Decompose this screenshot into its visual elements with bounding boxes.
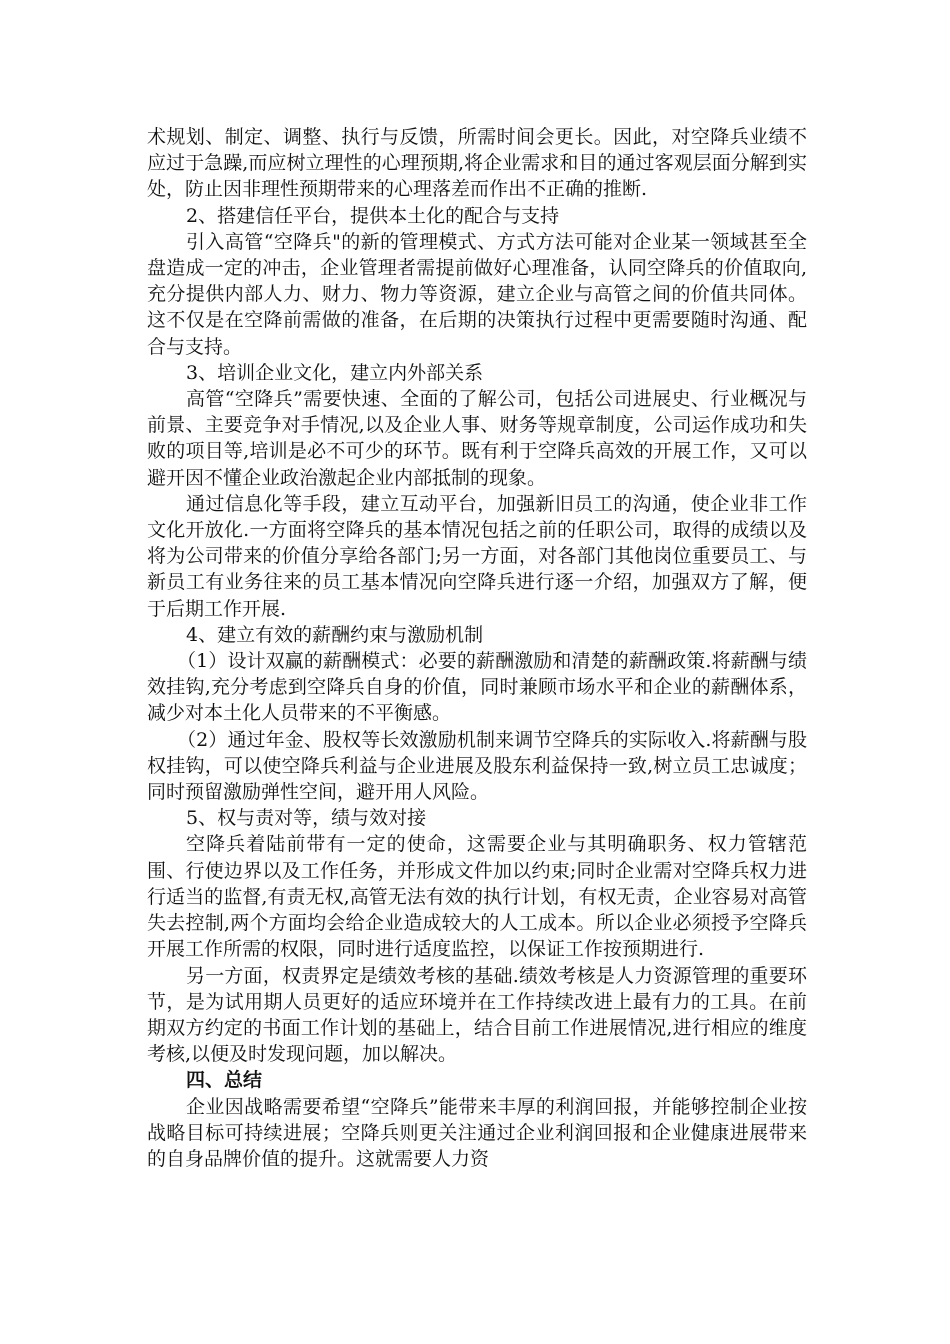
section-heading-summary: 四、总结 [186, 1069, 263, 1092]
paragraph-compensation-model: （1）设计双赢的薪酬模式：必要的薪酬激励和清楚的薪酬政策.将薪酬与绩效挂钩,充分考虑到空降兵自身的价值，同时兼顾市场水平和企业的薪酬体系，减少对本土化人员带来的不平衡感。 [147, 650, 807, 725]
document-body [147, 124, 807, 1172]
subheading-trust-platform: 2、搭建信任平台，提供本土化的配合与支持 [186, 204, 560, 227]
subheading-rights-responsibility: 5、权与责对等，绩与效对接 [186, 807, 427, 830]
subheading-compensation: 4、建立有效的薪酬约束与激励机制 [186, 623, 484, 646]
paragraph-trust-platform: 引入高管“空降兵"的新的管理模式、方式方法可能对企业某一领域甚至全盘造成一定的冲击，企业管理者需提前做好心理准备，认同空降兵的价值取向,充分提供内部人力、财力、物力等资源，建立企业与高管之间的价值共同体。这不仅是在空降前需做的准备，在后期的决策执行过程中更需要随时沟通、配合与支持。 [147, 230, 807, 358]
paragraph-rights-responsibility: 空降兵着陆前带有一定的使命，这需要企业与其明确职务、权力管辖范围、行使边界以及工作任务，并形成文件加以约束;同时企业需对空降兵权力进行适当的监督,有责无权,高管无法有效的执行计划，有权无责，企业容易对高管失去控制,两个方面均会给企业造成较大的人工成本。所以企业必须授予空降兵开展工作所需的权限，同时进行适度监控，以保证工作按预期进行. [147, 833, 807, 961]
paragraph-continuation: 术规划、制定、调整、执行与反馈，所需时间会更长。因此，对空降兵业绩不应过于急躁,而应树立理性的心理预期,将企业需求和目的通过客观层面分解到实处，防止因非理性预期带来的心理落差而作出不正确的推断. [147, 126, 807, 201]
paragraph-interactive-platform: 通过信息化等手段，建立互动平台，加强新旧员工的沟通，使企业非工作文化开放化.一方面将空降兵的基本情况包括之前的任职公司，取得的成绩以及将为公司带来的价值分享给各部门;另一方面，对各部门其他岗位重要员工、与新员工有业务往来的员工基本情况向空降兵进行逐一介绍，加强双方了解，便于后期工作开展. [147, 492, 807, 620]
paragraph-long-term-incentive: （2）通过年金、股权等长效激励机制来调节空降兵的实际收入.将薪酬与股权挂钩，可以使空降兵利益与企业进展及股东利益保持一致,树立员工忠诚度；同时预留激励弹性空间，避开用人风险。 [147, 728, 807, 804]
subheading-culture-training: 3、培训企业文化，建立内外部关系 [186, 361, 484, 384]
paragraph-performance-appraisal: 另一方面，权责界定是绩效考核的基础.绩效考核是人力资源管理的重要环节，是为试用期人员更好的适应环境并在工作持续改进上最有力的工具。在前期双方约定的书面工作计划的基础上，结合目前工作进展情况,进行相应的维度考核,以便及时发现问题，加以解决。 [147, 964, 807, 1066]
paragraph-summary: 企业因战略需要希望“空降兵”能带来丰厚的利润回报，并能够控制企业按战略目标可持续进展；空降兵则更关注通过企业利润回报和企业健康进展带来的自身品牌价值的提升。这就需要人力资 [147, 1095, 807, 1170]
paragraph-culture-training: 高管“空降兵”需要快速、全面的了解公司，包括公司进展史、行业概况与前景、主要竞争对手情况,以及企业人事、财务等规章制度，公司运作成功和失败的项目等,培训是必不可少的环节。既有利于空降兵高效的开展工作，又可以避开因不懂企业政治激起企业内部抵制的现象。 [147, 388, 807, 489]
